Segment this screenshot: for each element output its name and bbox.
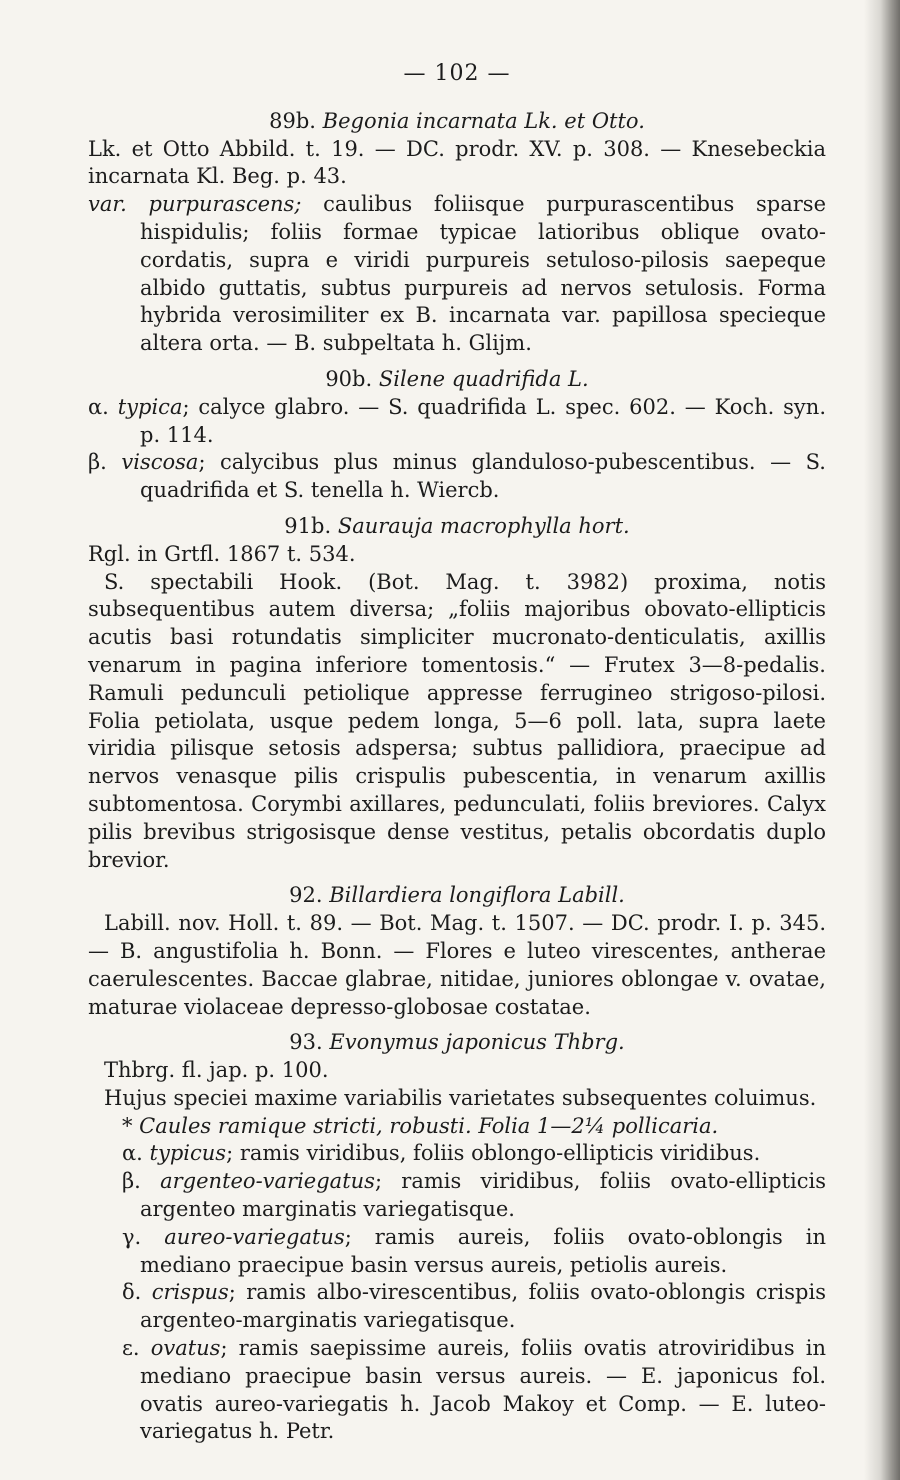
entry-92-description: Labill. nov. Holl. t. 89. — Bot. Mag. t. 1507. — DC. prodr. I. p. 345. — B. angustifolia h. Bonn. — Flores e luteo virescentes, antherae caerulescentes. Baccae glabrae, nitidae, juniores oblongae v. ovatae, maturae violaceae depresso-globosae costatae. [88, 911, 826, 1019]
entry-89b-refs: Lk. et Otto Abbild. t. 19. — DC. prodr. XV. p. 308. — Knesebeckia incarnata Kl. Beg. p. 43. [88, 136, 826, 189]
variety-name: var. purpurascens; [88, 192, 302, 217]
entry-heading-91b [88, 513, 826, 541]
entry-heading-90b [88, 366, 826, 394]
entry-name: Evonymus japonicus Thbrg. [329, 1030, 625, 1055]
entry-89b-variety [88, 191, 826, 358]
entry-name: Billardiera longiflora Labill. [329, 883, 625, 908]
entry-heading-93 [88, 1029, 826, 1057]
entry-name: Begonia incarnata Lk. et Otto. [322, 108, 645, 133]
entry-number: 92. [289, 883, 323, 908]
entry-93-variety: ε. ovatus; ramis saepissime aureis, foliis ovatis atroviridibus in mediano praecipue basin versus aureis. — E. japonicus fol. ovatis aureo-variegatis h. Jacob Makoy et Comp. — E. luteo-variegatus h. Petr. [122, 1336, 826, 1444]
entry-93-variety: γ. aureo-variegatus; ramis aureis, foliis ovato-oblongis in mediano praecipue basin versus aureis, petiolis aureis. [122, 1224, 826, 1277]
entry-name: Silene quadrifida L. [378, 366, 589, 391]
page-edge-shadow [864, 0, 900, 1480]
entry-93-refs: Thbrg. fl. jap. p. 100. [104, 1058, 329, 1083]
variety-text: caulibus foliisque purpurascentibus sparse hispidulis; foliis formae typicae latioribus oblique ovato-cordatis, supra e viridi purpureis setuloso-pilosis saepeque albido guttatis, subtus purpureis ad nervos setulosis. Forma hybrida verosimiliter ex B. incarnata var. papillosa specieque altera orta. — B. subpeltata h. Glijm. [140, 192, 826, 356]
entry-93-caules: * Caules ramique stricti, robusti. Folia 1—2¼ pollicaria. [122, 1113, 719, 1138]
page-number: — 102 — [403, 61, 511, 86]
entry-number: 90b. [325, 366, 373, 391]
entry-91b-refs: Rgl. in Grtfl. 1867 t. 534. [88, 541, 356, 566]
document-body [88, 60, 826, 1446]
entry-90b-alpha: α. typica; calyce glabro. — S. quadrifida L. spec. 602. — Koch. syn. p. 114. [88, 394, 826, 447]
entry-heading-89b [88, 108, 826, 136]
entry-heading-92 [88, 882, 826, 910]
entry-number: 93. [289, 1030, 323, 1055]
entry-93-variety: β. argenteo-variegatus; ramis viridibus, foliis ovato-ellipticis argenteo marginatis variegatisque. [122, 1169, 826, 1222]
entry-number: 91b. [284, 513, 332, 538]
entry-90b-beta: β. viscosa; calycibus plus minus glanduloso-pubescentibus. — S. quadrifida et S. tenella h. Wiercb. [88, 450, 826, 503]
entry-91b-description: S. spectabili Hook. (Bot. Mag. t. 3982) proxima, notis subsequentibus autem diversa; „foliis majoribus obovato-ellipticis acutis basi rotundatis simpliciter mucronato-denticulatis, axillis venarum in pagina inferiore tomentosis.“ — Frutex 3—8-pedalis. Ramuli pedunculi petiolique appresse ferrugineo strigoso-pilosi. Folia petiolata, usque pedem longa, 5—6 poll. lata, supra laete viridia pilisque setosis adspersa; subtus pallidiora, praecipue ad nervos venasque pilis crispulis pubescentia, in venarum axillis subtomentosa. Corymbi axillares, pedunculati, foliis breviores. Calyx pilis brevibus strigosisque dense vestitus, petalis obcordatis duplo brevior. [88, 569, 826, 872]
entry-93-intro: Hujus speciei maxime variabilis varietates subsequentes coluimus. [104, 1085, 817, 1110]
entry-93-variety: α. typicus; ramis viridibus, foliis oblongo-ellipticis viridibus. [122, 1141, 761, 1166]
entry-number: 89b. [269, 108, 316, 133]
entry-93-variety: δ. crispus; ramis albo-virescentibus, foliis ovato-oblongis crispis argenteo-marginatis variegatisque. [122, 1280, 826, 1333]
entry-name: Saurauja macrophylla hort. [337, 513, 630, 538]
